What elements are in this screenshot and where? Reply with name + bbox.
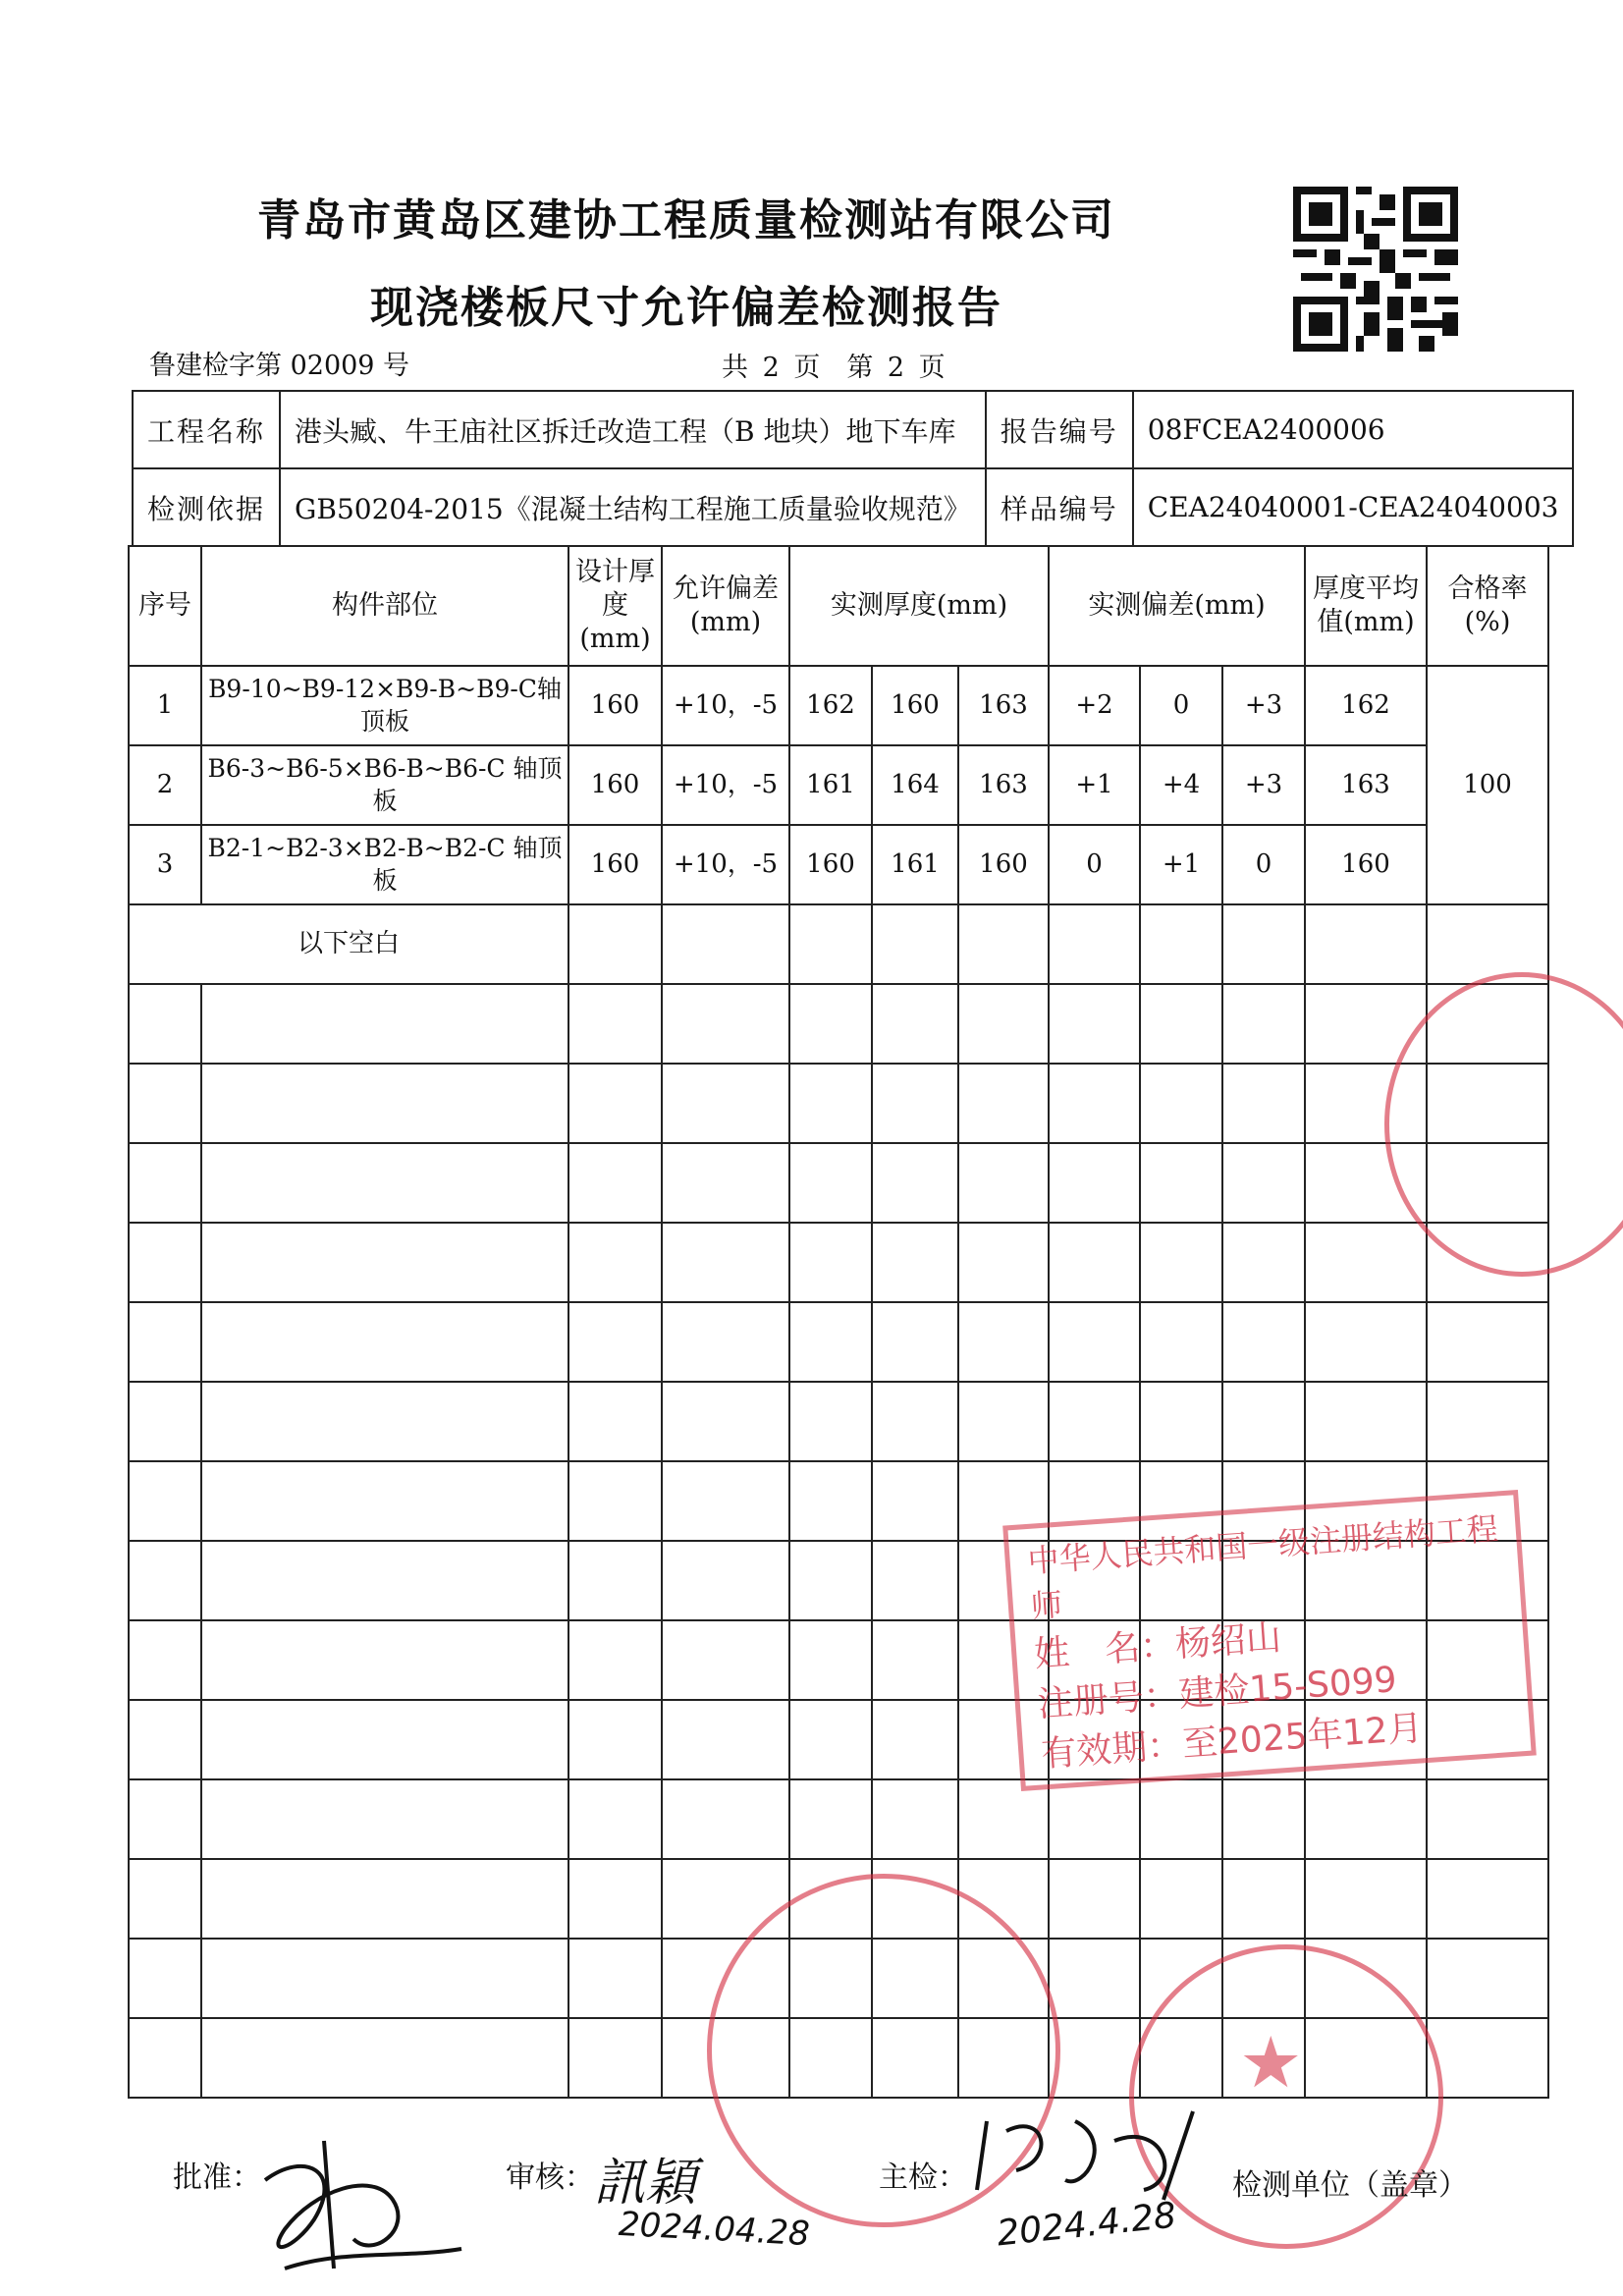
empty-cell: [872, 1223, 958, 1302]
empty-cell: [568, 2018, 662, 2098]
row-average: 163: [1305, 745, 1427, 825]
table-row: [129, 825, 1548, 904]
empty-cell: [129, 1302, 201, 1382]
empty-cell: [958, 1143, 1049, 1223]
row-design: 160: [568, 666, 662, 745]
empty-cell: [1049, 1382, 1140, 1461]
empty-cell: [958, 1382, 1049, 1461]
empty-cell: [1222, 1859, 1305, 1939]
review-date: 2024.04.28: [618, 2204, 811, 2255]
empty-cell: [1305, 1382, 1427, 1461]
empty-cell: [1049, 1064, 1140, 1143]
empty-cell: [201, 1939, 568, 2018]
empty-cell: [789, 1143, 872, 1223]
empty-cell: [662, 1064, 789, 1143]
empty-cell: [1305, 1779, 1427, 1859]
empty-cell: [1222, 904, 1305, 984]
empty-cell: [1049, 904, 1140, 984]
empty-cell: [129, 1461, 201, 1541]
empty-cell: [201, 1223, 568, 1302]
row-thickness-2: 164: [872, 745, 958, 825]
empty-cell: [568, 1382, 662, 1461]
empty-cell: [1140, 984, 1222, 1064]
row-location: B9-10~B9-12×B9-B~B9-C轴顶板: [201, 666, 568, 745]
document-number: 鲁建检字第 02009 号: [149, 351, 410, 381]
blank-row: [129, 1302, 1548, 1382]
report-no-label: 报告编号: [986, 391, 1133, 468]
empty-cell: [789, 1064, 872, 1143]
empty-cell: [1427, 1382, 1548, 1461]
empty-cell: [1222, 1143, 1305, 1223]
info-row-basis: [133, 468, 1573, 546]
empty-cell: [201, 1064, 568, 1143]
empty-cell: [872, 1382, 958, 1461]
basis-label: 检测依据: [133, 468, 280, 546]
row-deviation-3: +3: [1222, 666, 1305, 745]
engineer-line-4: 有效期：至2025年12月: [1040, 1708, 1425, 1776]
approve-label: 批准：: [173, 2160, 261, 2195]
sample-no-value: CEA24040001-CEA24040003: [1133, 468, 1574, 546]
empty-cell: [789, 1461, 872, 1541]
empty-cell: [662, 1302, 789, 1382]
pass-rate-value: 100: [1427, 666, 1548, 904]
header-allowed-deviation: 允许偏差(mm): [662, 546, 789, 666]
empty-cell: [872, 1541, 958, 1620]
empty-cell: [1140, 1143, 1222, 1223]
empty-cell: [662, 1620, 789, 1700]
company-name: 青岛市黄岛区建协工程质量检测站有限公司: [257, 195, 1115, 246]
row-design: 160: [568, 825, 662, 904]
empty-cell: [1049, 2018, 1140, 2098]
empty-cell: [789, 1382, 872, 1461]
empty-cell: [129, 2018, 201, 2098]
empty-cell: [1140, 1064, 1222, 1143]
table-header-row: [129, 546, 1548, 666]
empty-cell: [1305, 1859, 1427, 1939]
empty-cell: [1222, 984, 1305, 1064]
row-deviation-2: +1: [1140, 825, 1222, 904]
header-pass-rate: 合格率(%): [1427, 546, 1548, 666]
empty-cell: [1427, 1302, 1548, 1382]
empty-cell: [662, 1779, 789, 1859]
row-deviation-3: +3: [1222, 745, 1305, 825]
approve-signature-icon: [226, 2111, 481, 2288]
empty-cell: [129, 1939, 201, 2018]
blank-note-row: [129, 904, 1548, 984]
empty-cell: [872, 904, 958, 984]
row-location: B2-1~B2-3×B2-B~B2-C 轴顶板: [201, 825, 568, 904]
empty-cell: [568, 1302, 662, 1382]
empty-cell: [789, 984, 872, 1064]
empty-cell: [872, 1461, 958, 1541]
empty-cell: [1222, 1223, 1305, 1302]
empty-cell: [958, 984, 1049, 1064]
row-deviation-2: +4: [1140, 745, 1222, 825]
inspect-date: 2024.4.28: [995, 2195, 1178, 2255]
empty-cell: [662, 1700, 789, 1779]
empty-cell: [1427, 1939, 1548, 2018]
empty-cell: [789, 1223, 872, 1302]
empty-cell: [568, 1779, 662, 1859]
empty-cell: [568, 984, 662, 1064]
row-average: 162: [1305, 666, 1427, 745]
empty-cell: [1222, 1064, 1305, 1143]
empty-cell: [1222, 1302, 1305, 1382]
empty-cell: [662, 1461, 789, 1541]
row-allowed: +10，-5: [662, 666, 789, 745]
empty-cell: [1140, 1382, 1222, 1461]
sample-no-label: 样品编号: [986, 468, 1133, 546]
row-thickness-3: 163: [958, 745, 1049, 825]
row-deviation-3: 0: [1222, 825, 1305, 904]
row-location: B6-3~B6-5×B6-B~B6-C 轴顶板: [201, 745, 568, 825]
empty-cell: [129, 1223, 201, 1302]
project-value: 港头臧、牛王庙社区拆迁改造工程（B 地块）地下车库: [280, 391, 986, 468]
empty-cell: [1305, 1302, 1427, 1382]
unit-label: 检测单位（盖章）: [1232, 2168, 1468, 2203]
empty-cell: [958, 904, 1049, 984]
empty-cell: [568, 1859, 662, 1939]
empty-cell: [568, 1064, 662, 1143]
empty-cell: [872, 984, 958, 1064]
empty-cell: [789, 1779, 872, 1859]
blank-row: [129, 1064, 1548, 1143]
empty-cell: [129, 1859, 201, 1939]
empty-cell: [872, 1064, 958, 1143]
empty-cell: [129, 1620, 201, 1700]
empty-cell: [958, 1064, 1049, 1143]
empty-cell: [872, 1620, 958, 1700]
row-deviation-1: 0: [1049, 825, 1140, 904]
empty-cell: [958, 1223, 1049, 1302]
empty-cell: [568, 1939, 662, 2018]
empty-cell: [568, 904, 662, 984]
row-deviation-2: 0: [1140, 666, 1222, 745]
row-seq: 3: [129, 825, 201, 904]
header-design-thickness: 设计厚度(mm): [568, 546, 662, 666]
engineer-line-1: 中华人民共和国一级注册结构工程师: [1026, 1509, 1499, 1625]
header-avg-thickness: 厚度平均值(mm): [1305, 546, 1427, 666]
engineer-line-3: 注册号：建检15-S099: [1036, 1660, 1398, 1725]
row-thickness-1: 162: [789, 666, 872, 745]
inspect-label: 主检：: [879, 2160, 967, 2195]
empty-cell: [789, 1700, 872, 1779]
empty-cell: [201, 2018, 568, 2098]
empty-cell: [568, 1541, 662, 1620]
empty-cell: [1140, 1223, 1222, 1302]
empty-cell: [1140, 904, 1222, 984]
row-allowed: +10，-5: [662, 825, 789, 904]
empty-cell: [201, 1461, 568, 1541]
empty-cell: [958, 1779, 1049, 1859]
row-thickness-3: 163: [958, 666, 1049, 745]
empty-cell: [129, 984, 201, 1064]
empty-cell: [872, 1302, 958, 1382]
empty-cell: [201, 984, 568, 1064]
blank-row: [129, 1779, 1548, 1859]
measurement-table: [128, 545, 1549, 2099]
row-seq: 1: [129, 666, 201, 745]
row-thickness-3: 160: [958, 825, 1049, 904]
blank-row: [129, 1223, 1548, 1302]
header-seq: 序号: [129, 546, 201, 666]
empty-cell: [662, 1541, 789, 1620]
blank-row: [129, 1382, 1548, 1461]
empty-cell: [872, 1143, 958, 1223]
empty-cell: [129, 1779, 201, 1859]
empty-cell: [201, 1700, 568, 1779]
empty-cell: [201, 1143, 568, 1223]
header-measured-thickness: 实测厚度(mm): [789, 546, 1049, 666]
table-row: [129, 745, 1548, 825]
empty-cell: [129, 1541, 201, 1620]
qr-code-icon: [1293, 187, 1458, 352]
empty-cell: [568, 1143, 662, 1223]
row-deviation-1: +1: [1049, 745, 1140, 825]
empty-cell: [1049, 1779, 1140, 1859]
row-seq: 2: [129, 745, 201, 825]
row-thickness-2: 160: [872, 666, 958, 745]
empty-cell: [129, 1382, 201, 1461]
empty-cell: [789, 1620, 872, 1700]
project-label: 工程名称: [133, 391, 280, 468]
empty-cell: [129, 1700, 201, 1779]
empty-cell: [1222, 1779, 1305, 1859]
row-thickness-1: 161: [789, 745, 872, 825]
row-thickness-2: 161: [872, 825, 958, 904]
empty-cell: [568, 1620, 662, 1700]
engineer-line-2: 姓 名：杨绍山: [1033, 1617, 1283, 1675]
empty-cell: [1049, 1223, 1140, 1302]
empty-cell: [201, 1859, 568, 1939]
empty-cell: [1222, 1382, 1305, 1461]
seal-star-icon: ★: [1239, 2021, 1303, 2104]
page-info: 共 2 页 第 2 页: [722, 353, 946, 383]
empty-cell: [201, 1779, 568, 1859]
header-location: 构件部位: [201, 546, 568, 666]
empty-cell: [662, 1382, 789, 1461]
empty-cell: [568, 1223, 662, 1302]
header-measured-deviation: 实测偏差(mm): [1049, 546, 1305, 666]
row-average: 160: [1305, 825, 1427, 904]
empty-cell: [1049, 1302, 1140, 1382]
blank-note: 以下空白: [129, 904, 568, 984]
table-row: [129, 666, 1548, 745]
empty-cell: [1049, 1939, 1140, 2018]
empty-cell: [1049, 984, 1140, 1064]
empty-cell: [568, 1700, 662, 1779]
empty-cell: [1140, 1859, 1222, 1939]
empty-cell: [1140, 1779, 1222, 1859]
row-design: 160: [568, 745, 662, 825]
empty-cell: [662, 1223, 789, 1302]
empty-cell: [872, 1779, 958, 1859]
empty-cell: [201, 1302, 568, 1382]
empty-cell: [789, 1541, 872, 1620]
empty-cell: [662, 984, 789, 1064]
review-signature: 訊穎: [594, 2154, 697, 2213]
row-thickness-1: 160: [789, 825, 872, 904]
empty-cell: [129, 1143, 201, 1223]
report-title: 现浇楼板尺寸允许偏差检测报告: [370, 283, 1002, 333]
empty-cell: [201, 1541, 568, 1620]
empty-cell: [1305, 904, 1427, 984]
empty-cell: [201, 1382, 568, 1461]
info-table: [132, 390, 1574, 547]
empty-cell: [872, 1700, 958, 1779]
empty-cell: [1049, 1859, 1140, 1939]
empty-cell: [1427, 1859, 1548, 1939]
empty-cell: [789, 1302, 872, 1382]
report-no-value: 08FCEA2400006: [1133, 391, 1574, 468]
row-allowed: +10，-5: [662, 745, 789, 825]
basis-value: GB50204-2015《混凝土结构工程施工质量验收规范》: [280, 468, 986, 546]
empty-cell: [1305, 1223, 1427, 1302]
empty-cell: [1049, 1143, 1140, 1223]
engineer-seal: [1002, 1490, 1537, 1791]
empty-cell: [662, 1143, 789, 1223]
inspect-signature-icon: [967, 2102, 1222, 2210]
empty-cell: [958, 1302, 1049, 1382]
empty-cell: [129, 1064, 201, 1143]
info-row-project: [133, 391, 1573, 468]
empty-cell: [662, 904, 789, 984]
empty-cell: [1427, 2018, 1548, 2098]
empty-cell: [568, 1461, 662, 1541]
row-deviation-1: +2: [1049, 666, 1140, 745]
empty-cell: [1140, 1302, 1222, 1382]
empty-cell: [201, 1620, 568, 1700]
blank-row: [129, 1143, 1548, 1223]
empty-cell: [789, 904, 872, 984]
review-label: 审核：: [506, 2160, 594, 2195]
blank-row: [129, 984, 1548, 1064]
empty-cell: [1427, 1779, 1548, 1859]
